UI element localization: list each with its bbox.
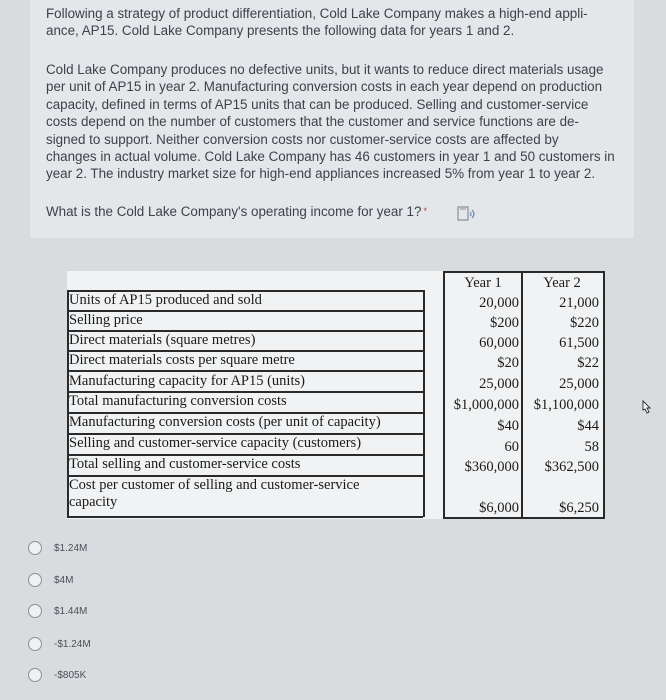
radio-button[interactable] xyxy=(28,573,42,587)
table-cell-year2: 61,500 xyxy=(559,335,599,351)
question-prompt-text: What is the Cold Lake Company's operating income for year 1? xyxy=(46,204,422,219)
table-row-label: Units of AP15 produced and sold xyxy=(69,292,262,308)
data-table xyxy=(67,271,605,519)
table-row-label: Cost per customer of selling and customer-service capacity xyxy=(69,477,360,510)
table-cell-year1: 60 xyxy=(504,439,519,455)
mouse-cursor-icon xyxy=(640,399,654,417)
table-row-label: Manufacturing capacity for AP15 (units) xyxy=(69,373,305,389)
table-cell-year1: $6,000 xyxy=(479,500,519,516)
table-cell-year1: $1,000,000 xyxy=(453,397,519,413)
table-cell-year2: $44 xyxy=(577,418,599,434)
table-cell-year2: 58 xyxy=(584,439,599,455)
table-cell-year1: 25,000 xyxy=(479,376,519,392)
question-intro: Following a strategy of product differentiation, Cold Lake Company makes a high-end appli- ance, AP15. Cold Lake Company presents the following data for years 1 and 2. xyxy=(46,6,588,39)
audio-icon[interactable] xyxy=(456,206,476,222)
table-cell-year1: $20 xyxy=(497,355,519,371)
required-mark: * xyxy=(423,206,427,216)
option-5[interactable] xyxy=(28,664,86,686)
radio-button[interactable] xyxy=(28,541,42,555)
col1-border-left xyxy=(443,271,445,519)
table-cell-year2: 25,000 xyxy=(559,376,599,392)
table-cell-year2: $6,250 xyxy=(559,500,599,516)
radio-button[interactable] xyxy=(28,668,42,682)
option-label: -$1.24M xyxy=(54,638,91,650)
table-row-label: Total selling and customer-service costs xyxy=(69,456,301,472)
option-label: $4M xyxy=(54,574,74,586)
table-cell-year2: $22 xyxy=(577,355,599,371)
option-2[interactable] xyxy=(28,569,73,591)
option-3[interactable] xyxy=(28,600,87,622)
option-label: -$805K xyxy=(54,669,87,681)
table-cell-year2: $220 xyxy=(570,315,599,331)
table-cell-year1: $200 xyxy=(490,315,519,331)
option-4[interactable] xyxy=(28,633,91,655)
table-row-label: Manufacturing conversion costs (per unit of capacity) xyxy=(69,414,381,430)
question-details: Cold Lake Company produces no defective units, but it wants to reduce direct materials usage per unit of AP15 in year 2. Manufacturing conversion costs in each year depend on production capacity, defined in terms of AP15 units that can be produced. Selling and customer-service costs depend on the number of customers that the customer and service functions are de- signed to support. Neither conversion costs nor customer-service costs are affected by changes in actual volume. Cold Lake Company has 46 customers in year 1 and 50 customers in year 2. The industry market size for high-end appliances increased 5% from year 1 to year 2. xyxy=(46,62,615,182)
option-1[interactable] xyxy=(28,537,87,559)
question-card xyxy=(30,0,634,238)
header-year-1: Year 1 xyxy=(464,275,502,291)
num-border-top xyxy=(443,271,604,273)
table-row-label: Selling and customer-service capacity (customers) xyxy=(69,435,362,451)
table-cell-year1: $360,000 xyxy=(464,459,519,475)
table-row-label: Direct materials costs per square metre xyxy=(69,352,295,368)
table-row-label: Selling price xyxy=(69,312,143,328)
col1-border-right xyxy=(521,271,523,519)
radio-button[interactable] xyxy=(28,637,42,651)
table-cell-year1: $40 xyxy=(497,418,519,434)
option-label: $1.24M xyxy=(54,542,88,554)
header-year-2: Year 2 xyxy=(543,275,581,291)
table-row-label: Direct materials (square metres) xyxy=(69,332,256,348)
table-cell-year2: $362,500 xyxy=(544,459,599,475)
table-cell-year2: $1,100,000 xyxy=(533,397,599,413)
option-label: $1.44M xyxy=(54,605,88,617)
table-row-label: Total manufacturing conversion costs xyxy=(69,393,287,409)
table-cell-year1: 20,000 xyxy=(479,295,519,311)
radio-button[interactable] xyxy=(28,604,42,618)
table-cell-year1: 60,000 xyxy=(479,335,519,351)
table-border-label-right xyxy=(423,290,425,517)
table-border-bottom xyxy=(67,516,423,518)
table-cell-year2: 21,000 xyxy=(559,295,599,311)
col2-border-right xyxy=(603,271,605,519)
